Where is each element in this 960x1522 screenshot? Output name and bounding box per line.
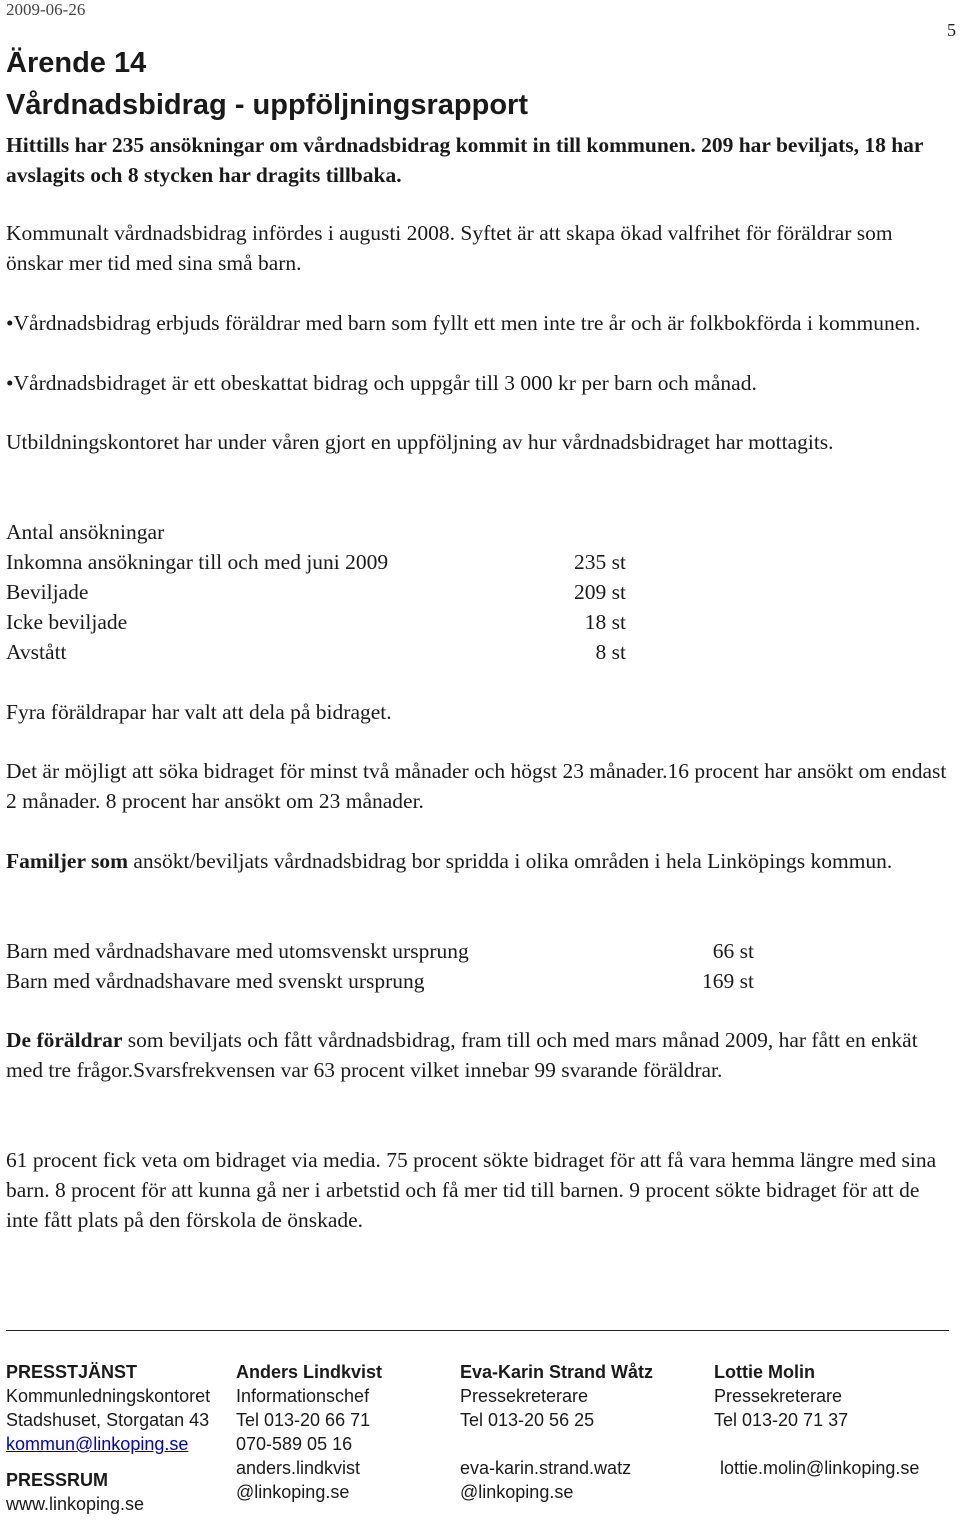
contact-email-line1[interactable]: anders.lindkvist bbox=[236, 1458, 361, 1478]
para-survey: 61 procent fick veta om bidraget via media. 75 procent sökte bidraget för att få vara hemma längre med sina barn. 8 procent för att kunna gå ner i arbetstid och få mer tid till barnen. 9 procent sökte bidraget för att de inte fått plats på den förskola de önskade. bbox=[6, 1148, 937, 1232]
para-parents bbox=[6, 1025, 954, 1085]
document-date: 2009-06-26 bbox=[6, 0, 86, 19]
department: Kommunledningskontoret bbox=[6, 1386, 211, 1406]
row-label: Icke beviljade bbox=[6, 610, 128, 634]
row-label: Beviljade bbox=[6, 580, 89, 604]
footer-contact-info-chief bbox=[236, 1360, 382, 1504]
contact-name: Eva-Karin Strand Wåtz bbox=[460, 1362, 654, 1382]
contact-role: Pressekreterare bbox=[714, 1386, 843, 1406]
row-value: 66 st bbox=[712, 939, 754, 963]
contact-role: Pressekreterare bbox=[460, 1386, 589, 1406]
contact-name: Lottie Molin bbox=[714, 1362, 815, 1382]
footer-divider bbox=[6, 1330, 949, 1331]
para-introduced: Kommunalt vårdnadsbidrag infördes i augusti 2008. Syftet är att skapa ökad valfrihet för föräldrar som önskar mer tid med sina små barn. bbox=[6, 221, 893, 275]
website-link[interactable]: www.linkoping.se bbox=[6, 1494, 145, 1514]
row-value: 8 st bbox=[595, 640, 626, 664]
bullet-eligibility: •Vårdnadsbidrag erbjuds föräldrar med barn som fyllt ett men inte tre år och är folkbokförda i kommunen. bbox=[6, 311, 921, 335]
contact-phone: Tel 013-20 71 37 bbox=[714, 1410, 849, 1430]
origin-row bbox=[6, 936, 754, 966]
contact-phone: Tel 013-20 66 71 bbox=[236, 1410, 371, 1430]
contact-email-line1[interactable]: eva-karin.strand.watz bbox=[460, 1458, 632, 1478]
row-label: Inkomna ansökningar till och med juni 2009 bbox=[6, 550, 389, 574]
row-value: 169 st bbox=[702, 969, 754, 993]
row-value: 18 st bbox=[584, 610, 626, 634]
footer-contact-press-secretary-1 bbox=[460, 1360, 653, 1504]
contact-phone: Tel 013-20 56 25 bbox=[460, 1410, 595, 1430]
row-label: Barn med vårdnadshavare med svenskt ursprung bbox=[6, 969, 425, 993]
address: Stadshuset, Storgatan 43 bbox=[6, 1410, 210, 1430]
contact-mobile: 070-589 05 16 bbox=[236, 1434, 353, 1454]
applications-row bbox=[6, 577, 626, 607]
press-service-title: PRESSTJÄNST bbox=[6, 1362, 138, 1382]
press-room-title: PRESSRUM bbox=[6, 1470, 109, 1490]
parents-rest: som beviljats och fått vårdnadsbidrag, fram till och med mars månad 2009, har fått en enkät med tre frågor.Svarsfrekvensen var 63 procent vilket innebar 99 svarande föräldrar. bbox=[6, 1028, 918, 1082]
bullet-amount: •Vårdnadsbidraget är ett obeskattat bidrag och uppgår till 3 000 kr per barn och månad. bbox=[6, 371, 757, 395]
contact-role: Informationschef bbox=[236, 1386, 370, 1406]
para-families bbox=[6, 846, 954, 876]
press-email-link[interactable]: kommun@linkoping.se bbox=[6, 1434, 189, 1454]
applications-row bbox=[6, 607, 626, 637]
footer-press-service bbox=[6, 1360, 210, 1516]
contact-email-line2[interactable]: @linkoping.se bbox=[236, 1482, 350, 1502]
applications-row bbox=[6, 637, 626, 667]
row-value: 209 st bbox=[574, 580, 626, 604]
report-title: Vårdnadsbidrag - uppföljningsrapport bbox=[6, 89, 528, 121]
contact-email-line2[interactable]: @linkoping.se bbox=[460, 1482, 574, 1502]
applications-heading: Antal ansökningar bbox=[6, 520, 165, 544]
row-value: 235 st bbox=[574, 550, 626, 574]
case-title: Ärende 14 bbox=[6, 47, 147, 79]
para-months: Det är möjligt att söka bidraget för minst två månader och högst 23 månader.16 procent har ansökt om endast 2 månader. 8 procent har ansökt om 23 månader. bbox=[6, 759, 947, 813]
families-lead: Familjer som bbox=[6, 849, 128, 873]
para-followup: Utbildningskontoret har under våren gjort en uppföljning av hur vårdnadsbidraget har mottagits. bbox=[6, 430, 834, 454]
origin-row bbox=[6, 966, 754, 996]
families-rest: ansökt/beviljats vårdnadsbidrag bor spridda i olika områden i hela Linköpings kommun. bbox=[128, 849, 893, 873]
intro-summary: Hittills har 235 ansökningar om vårdnadsbidrag kommit in till kommunen. 209 har beviljats, 18 har avslagits och 8 stycken har dragits tillbaka. bbox=[6, 133, 924, 187]
applications-row bbox=[6, 547, 626, 577]
parents-lead: De föräldrar bbox=[6, 1028, 123, 1052]
page-number: 5 bbox=[947, 20, 956, 40]
row-label: Barn med vårdnadshavare med utomsvenskt ursprung bbox=[6, 939, 469, 963]
row-label: Avstått bbox=[6, 640, 67, 664]
footer-contact-press-secretary-2 bbox=[714, 1360, 919, 1480]
para-share: Fyra föräldrapar har valt att dela på bidraget. bbox=[6, 700, 392, 724]
contact-email[interactable]: lottie.molin@linkoping.se bbox=[720, 1458, 920, 1478]
contact-name: Anders Lindkvist bbox=[236, 1362, 383, 1382]
